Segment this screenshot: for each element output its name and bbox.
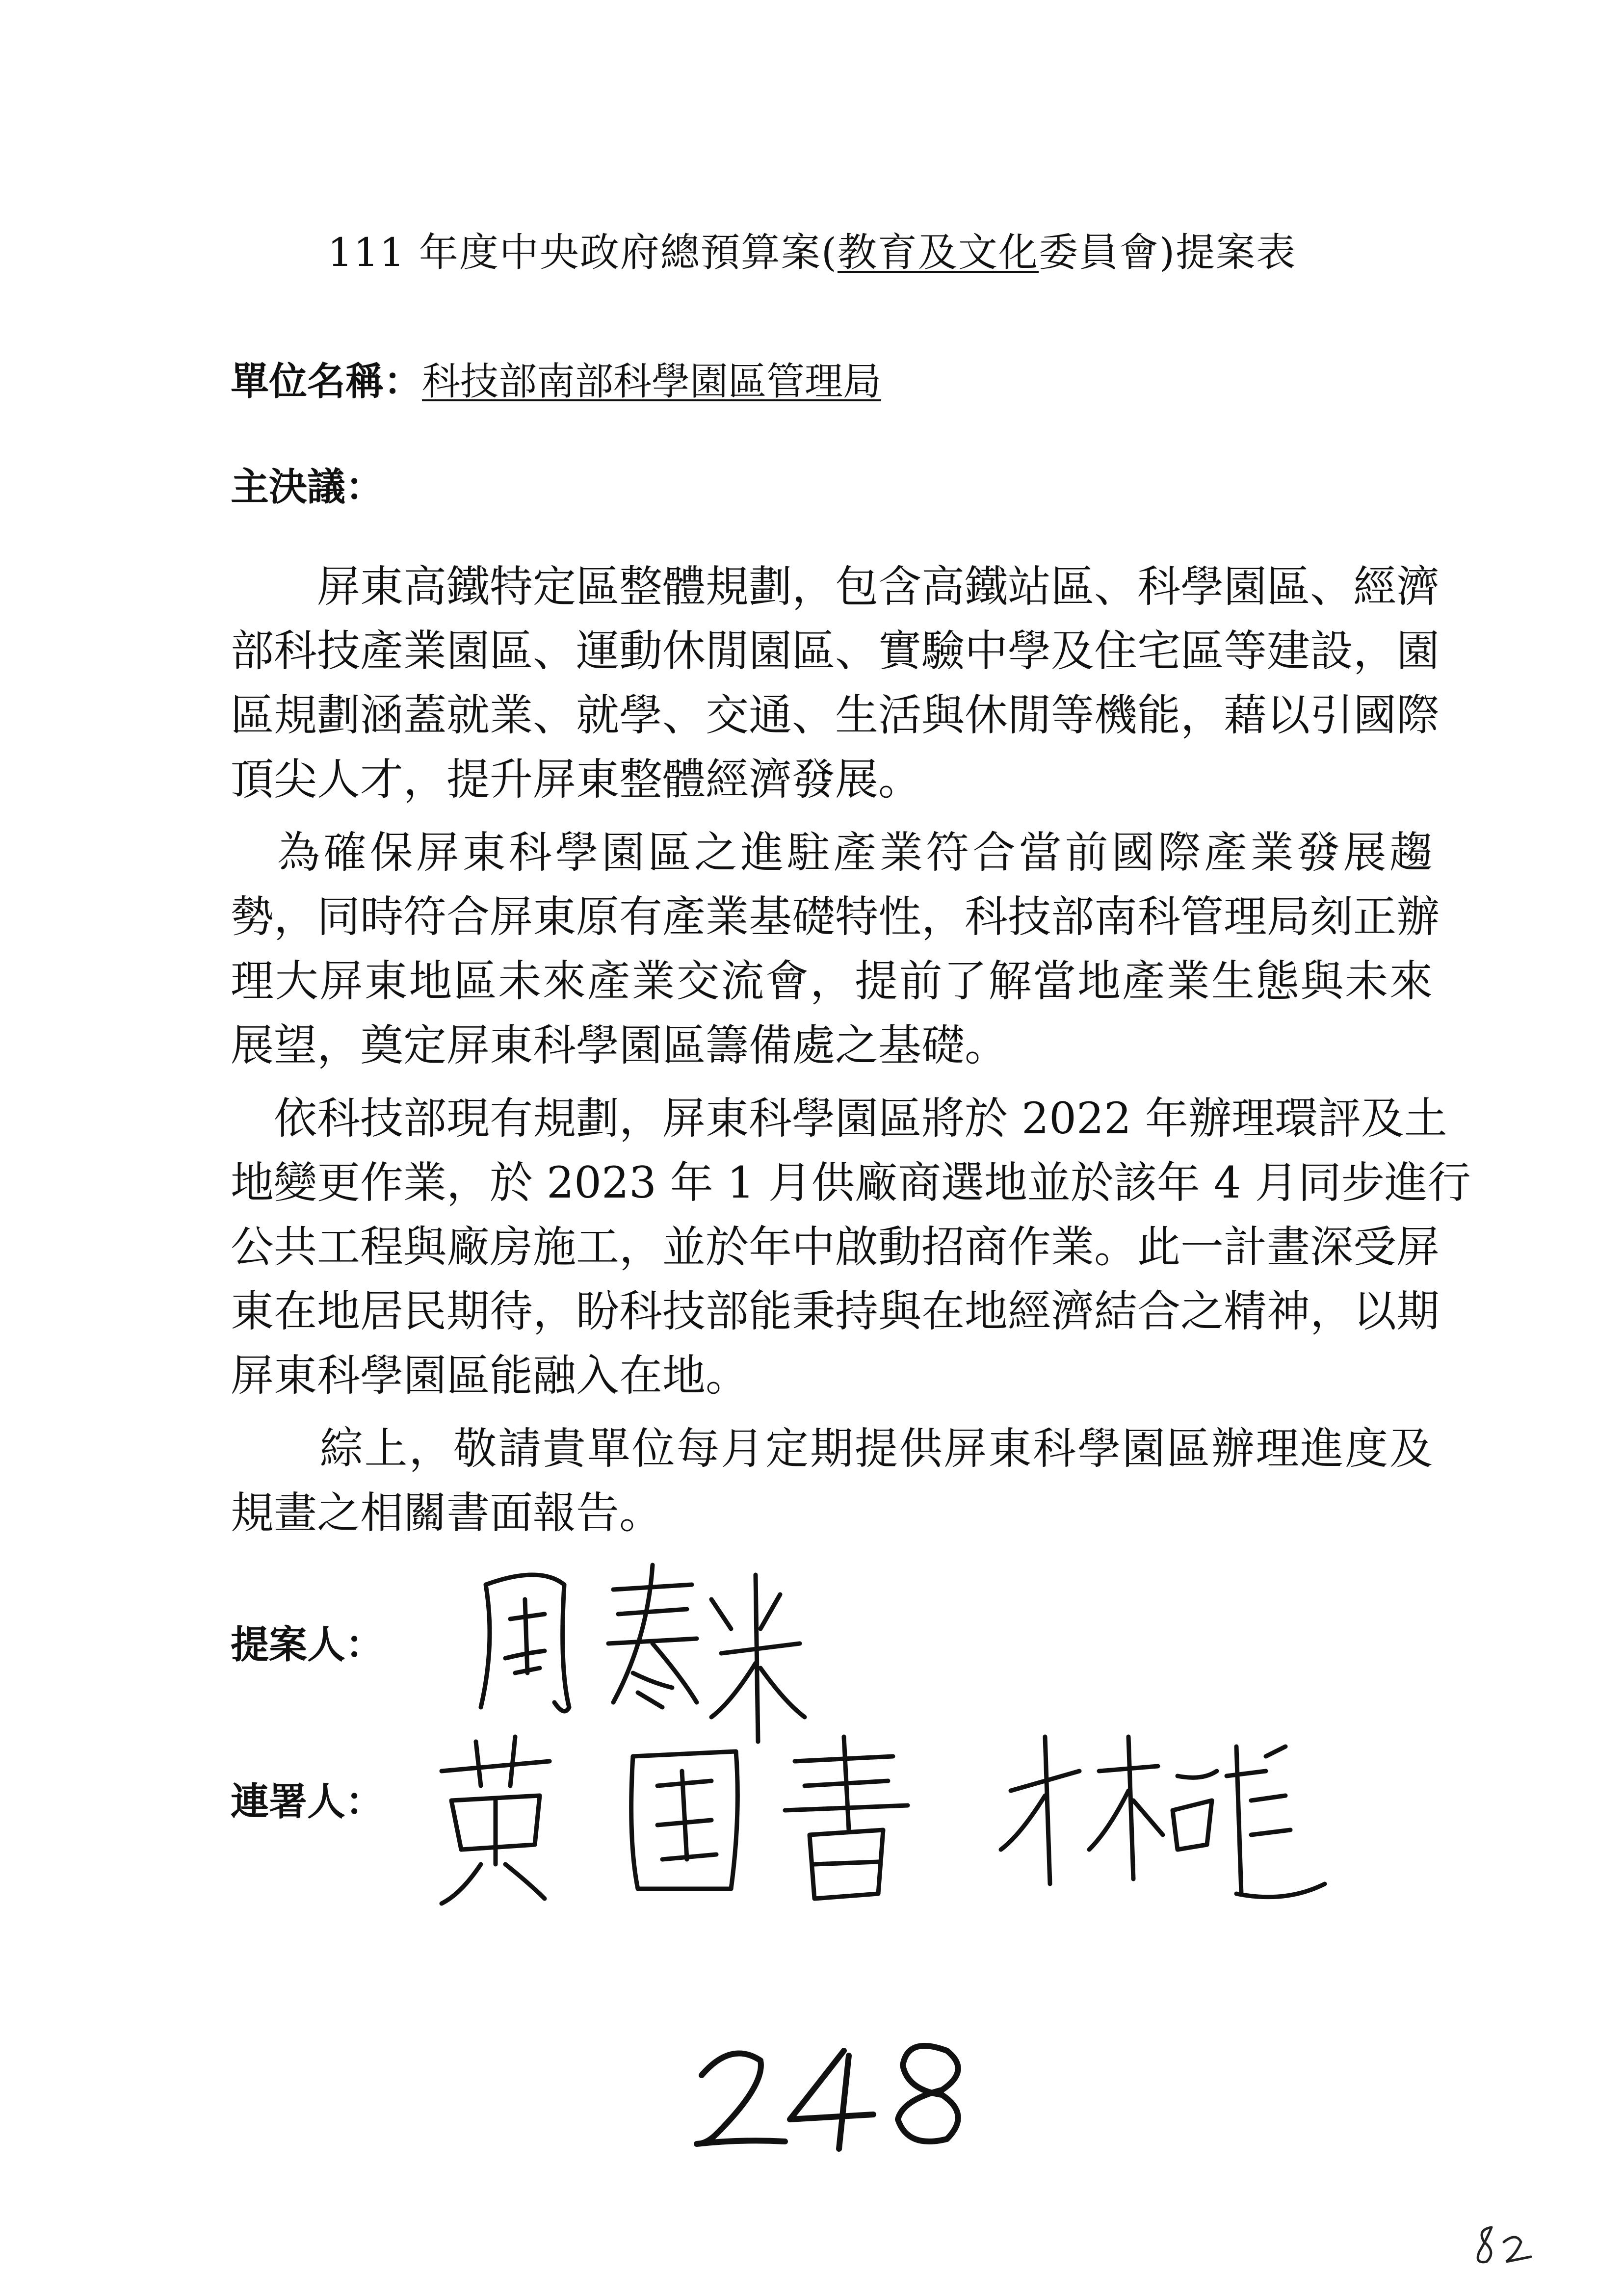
paragraph-line: 部科技產業園區、運動休閒園區、實驗中學及住宅區等建設，園 xyxy=(231,626,1440,676)
paragraph-line: 頂尖人才，提升屏東整體經濟發展。 xyxy=(231,754,922,805)
paragraph-line: 依科技部現有規劃，屏東科學園區將於 2022 年辦理環評及土 xyxy=(231,1093,1447,1144)
paragraph-line: 東在地居民期待，盼科技部能秉持與在地經濟結合之精神，以期 xyxy=(231,1286,1440,1336)
paragraph-line: 地變更作業，於 2023 年 1 月供廠商選地並於該年 4 月同步進行 xyxy=(231,1157,1471,1208)
title-suffix: 委員會)提案表 xyxy=(1039,230,1297,275)
cosigner-signatures xyxy=(422,1717,1354,1923)
paragraph-line: 勢，同時符合屏東原有產業基礎特性，科技部南科管理局刻正辦 xyxy=(231,891,1440,942)
proposer-label: 提案人： xyxy=(231,1622,384,1667)
paragraph-line: 理大屏東地區未來產業交流會，提前了解當地產業生態與未來 xyxy=(231,956,1433,1006)
paragraph-line: 為確保屏東科學園區之進駐產業符合當前國際產業發展趨 xyxy=(231,827,1433,878)
paragraph-line: 綜上，敬請貴單位每月定期提供屏東科學園區辦理進度及 xyxy=(231,1423,1433,1474)
cosigner-label: 連署人： xyxy=(231,1779,384,1824)
unit-label: 單位名稱： xyxy=(231,359,422,404)
title-committee: 教育及文化 xyxy=(838,230,1039,275)
paragraph-line: 規畫之相關書面報告。 xyxy=(231,1487,663,1538)
paragraph-line: 區規劃涵蓋就業、就學、交通、生活與休閒等機能，藉以引國際 xyxy=(231,690,1440,740)
document-title xyxy=(0,221,1624,277)
resolution-body xyxy=(231,554,1471,1545)
paragraph-line: 展望，奠定屏東科學園區籌備處之基礎。 xyxy=(231,1020,1008,1070)
paragraph-line: 屏東高鐵特定區整體規劃，包含高鐵站區、科學園區、經濟 xyxy=(231,561,1440,612)
unit-value: 科技部南部科學園區管理局 xyxy=(422,360,882,404)
unit-name xyxy=(231,351,881,406)
title-prefix: 111 年度中央政府總預算案( xyxy=(327,230,838,275)
paragraph-line: 公共工程與廠房施工，並於年中啟動招商作業。此一計畫深受屏 xyxy=(231,1222,1440,1272)
corner-page-number xyxy=(1472,2218,1541,2271)
paragraph-line: 屏東科學園區能融入在地。 xyxy=(231,1350,749,1401)
resolution-label: 主決議： xyxy=(231,465,384,509)
handwritten-page-number xyxy=(687,2021,991,2159)
